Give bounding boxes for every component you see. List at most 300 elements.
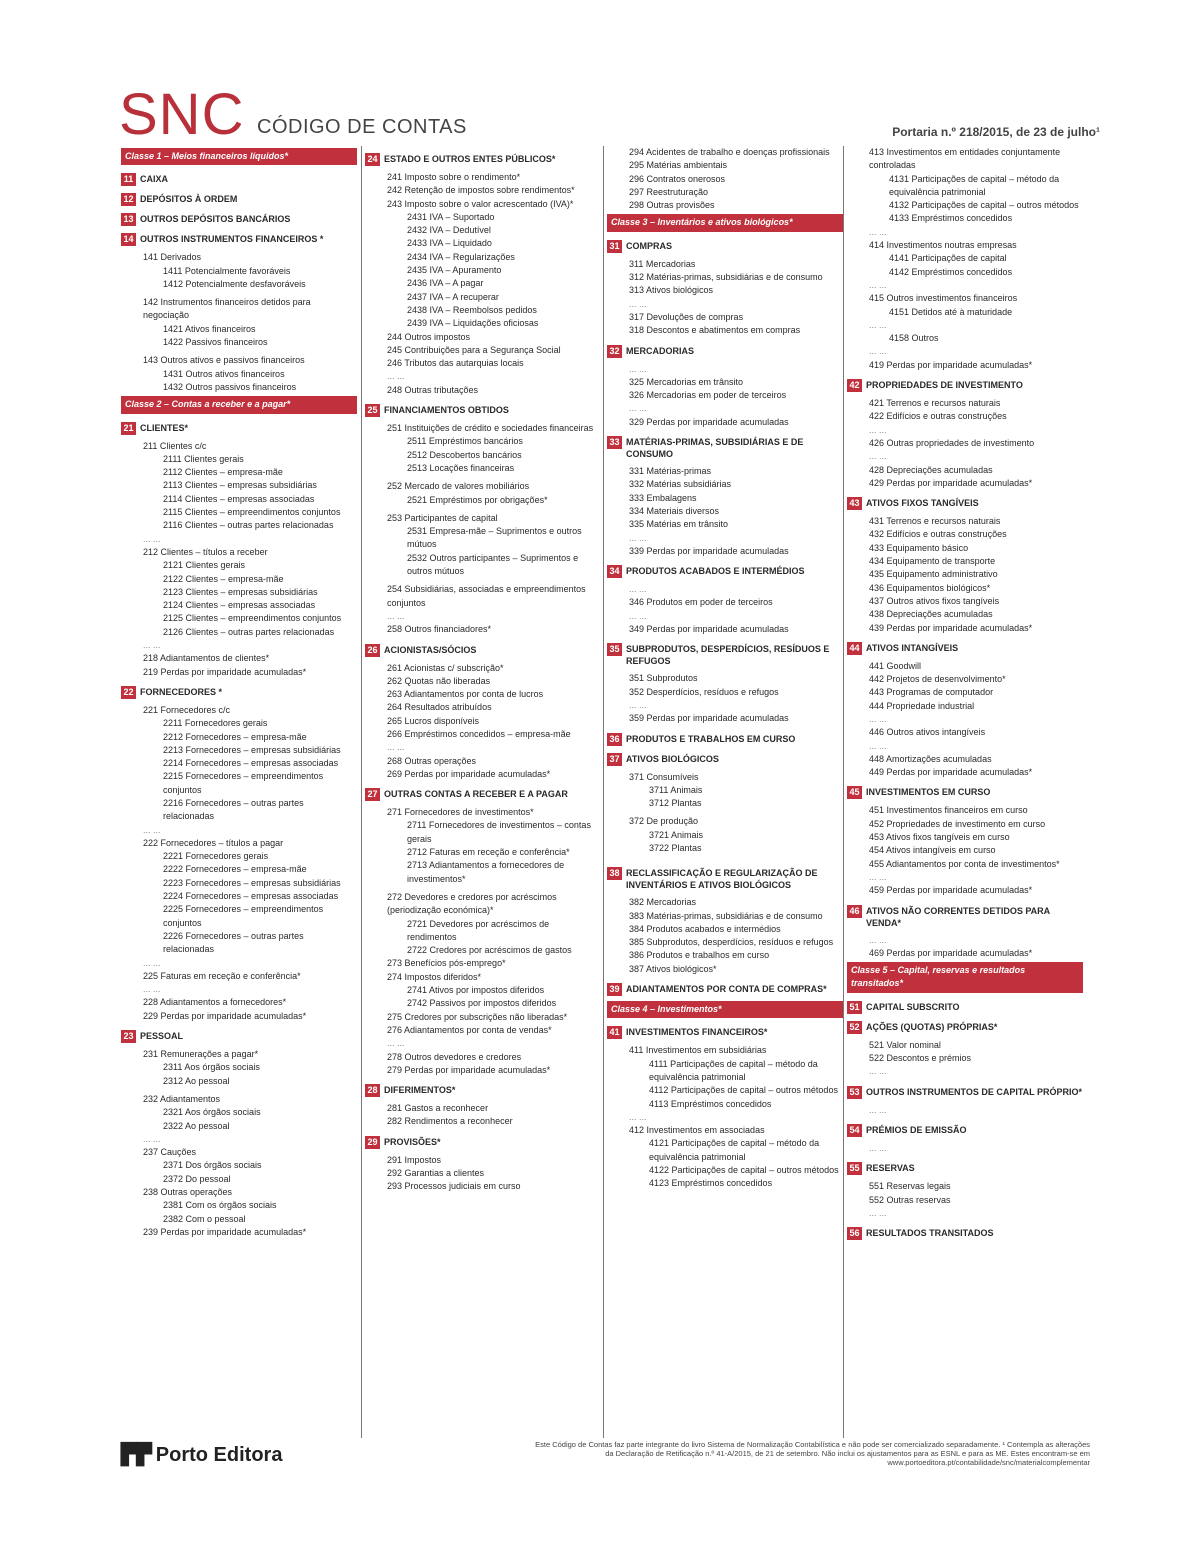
- account-item: 294 Acidentes de trabalho e doenças profissionais: [629, 147, 830, 157]
- account-item: 335 Matérias em trânsito: [629, 519, 729, 530]
- account-section: [607, 867, 843, 891]
- account-item: 455 Adiantamentos por conta de investimentos*: [869, 858, 1060, 869]
- account-section-title: RESULTADOS TRANSITADOS: [866, 1228, 994, 1239]
- sub-account: 2431 IVA – Suportado: [407, 211, 495, 222]
- sub-account: 2221 Fornecedores gerais: [163, 851, 269, 862]
- account-item: 262 Quotas não liberadas: [387, 675, 491, 686]
- account-number-badge: 43: [847, 497, 862, 510]
- account-item: 439 Perdas por imparidade acumuladas*: [869, 622, 1033, 633]
- account-item: 454 Ativos intangíveis em curso: [869, 845, 996, 856]
- account-item: 551 Reservas legais: [869, 1181, 951, 1192]
- sub-account: 2371 Dos órgãos sociais: [163, 1160, 262, 1171]
- account-item: 261 Acionistas c/ subscrição*: [387, 662, 504, 673]
- account-section-title: ATIVOS NÃO CORRENTES DETIDOS PARA VENDA*: [866, 905, 1050, 928]
- account-section-title: FINANCIAMENTOS OBTIDOS: [384, 405, 509, 416]
- account-section-title: PRODUTOS ACABADOS E INTERMÉDIOS: [626, 566, 805, 577]
- account-item: 238 Outras operações: [143, 1187, 233, 1197]
- account-item: 295 Matérias ambientais: [629, 160, 728, 171]
- sub-account: 2382 Com o pessoal: [163, 1213, 246, 1224]
- sub-account: 1432 Outros passivos financeiros: [163, 381, 297, 392]
- account-section: [121, 213, 357, 226]
- account-section: [847, 1001, 1083, 1014]
- sub-account: 2435 IVA – Apuramento: [407, 265, 502, 276]
- account-section-title: COMPRAS: [626, 240, 673, 251]
- account-number-badge: 12: [121, 193, 136, 206]
- account-number-badge: 42: [847, 379, 862, 392]
- account-item: 297 Reestruturação: [629, 186, 709, 197]
- account-section-title: CAIXA: [140, 174, 169, 185]
- account-section: [847, 1086, 1083, 1099]
- column-divider: [603, 146, 604, 1438]
- ellipsis: ... ...: [143, 1133, 161, 1144]
- column-3: [607, 146, 843, 1191]
- account-item: 325 Mercadorias em trânsito: [629, 376, 744, 387]
- sub-account: 2111 Clientes gerais: [163, 453, 244, 464]
- account-item: 242 Retenção de impostos sobre rendimentos*: [387, 185, 575, 196]
- account-section: [607, 643, 843, 667]
- column-2: [365, 146, 601, 1194]
- account-item: 258 Outros financiadores*: [387, 624, 492, 635]
- account-item: 298 Outras provisões: [629, 200, 715, 211]
- sub-account: 3712 Plantas: [649, 798, 702, 809]
- sub-account: 4112 Participações de capital – outros métodos: [649, 1085, 838, 1096]
- sub-account: 2531 Empresa-mãe – Suprimentos e outros mútuos: [407, 526, 582, 550]
- account-section: [607, 733, 843, 746]
- account-item: 251 Instituições de crédito e sociedades financeiras: [387, 423, 594, 434]
- account-item: 291 Impostos: [387, 1154, 442, 1165]
- account-item: 266 Empréstimos concedidos – empresa-mãe: [387, 728, 571, 739]
- sub-account: 2214 Fornecedores – empresas associadas: [163, 758, 339, 769]
- sub-account: 2711 Fornecedores de investimentos – contas gerais: [407, 820, 591, 844]
- sub-account: 2126 Clientes – outras partes relacionadas: [163, 626, 335, 637]
- account-item: 451 Investimentos financeiros em curso: [869, 805, 1028, 816]
- ellipsis: ... ...: [869, 713, 887, 724]
- sub-account: 1422 Passivos financeiros: [163, 337, 268, 348]
- sub-account: 2512 Descobertos bancários: [407, 449, 522, 460]
- account-section: [607, 345, 843, 358]
- account-section-title: DIFERIMENTOS*: [384, 1085, 456, 1096]
- sub-account: 2311 Aos órgãos sociais: [163, 1062, 260, 1073]
- sub-account: 4141 Participações de capital: [889, 253, 1007, 264]
- account-section: [607, 240, 843, 253]
- brand-title: SNC: [119, 82, 245, 147]
- account-number-badge: 34: [607, 565, 622, 578]
- account-item: 273 Benefícios pós-emprego*: [387, 958, 506, 969]
- ellipsis: ... ...: [869, 1066, 887, 1077]
- ellipsis: ... ...: [387, 742, 405, 753]
- sub-account: 2722 Credores por acréscimos de gastos: [407, 945, 572, 956]
- account-item: 318 Descontos e abatimentos em compras: [629, 325, 801, 336]
- account-item: 333 Embalagens: [629, 492, 697, 503]
- sub-account: 2521 Empréstimos por obrigações*: [407, 494, 548, 505]
- account-item: 279 Perdas por imparidade acumuladas*: [387, 1064, 551, 1075]
- account-number-badge: 35: [607, 643, 622, 656]
- account-section-title: ATIVOS BIOLÓGICOS: [626, 753, 719, 764]
- account-item: 422 Edifícios e outras construções: [869, 411, 1007, 422]
- account-number-badge: 45: [847, 786, 862, 799]
- sub-account: 2434 IVA – Regularizações: [407, 251, 515, 262]
- account-section: [847, 1227, 1083, 1240]
- sub-account: 2433 IVA – Liquidado: [407, 238, 492, 249]
- account-section-title: CAPITAL SUBSCRITO: [866, 1001, 960, 1012]
- account-number-badge: 23: [121, 1030, 136, 1043]
- account-item: 211 Clientes c/c: [143, 440, 207, 451]
- ellipsis: ... ...: [869, 934, 887, 945]
- account-item: 415 Outros investimentos financeiros: [869, 293, 1018, 304]
- account-item: 232 Adiantamentos: [143, 1093, 221, 1104]
- account-section-title: PRODUTOS E TRABALHOS EM CURSO: [626, 733, 796, 744]
- account-item: 522 Descontos e prémios: [869, 1053, 972, 1064]
- account-item: 311 Mercadorias: [629, 258, 696, 269]
- account-item: 276 Adiantamentos por conta de vendas*: [387, 1024, 552, 1035]
- account-number-badge: 31: [607, 240, 622, 253]
- account-item: 229 Perdas por imparidade acumuladas*: [143, 1010, 307, 1021]
- ellipsis: ... ...: [869, 451, 887, 462]
- account-item: 331 Matérias-primas: [629, 466, 712, 477]
- account-item: 428 Depreciações acumuladas: [869, 464, 993, 475]
- ellipsis: ... ...: [629, 532, 647, 543]
- account-number-badge: 55: [847, 1162, 862, 1175]
- ellipsis: ... ...: [869, 279, 887, 290]
- sub-account: 4123 Empréstimos concedidos: [649, 1178, 773, 1189]
- account-section: [365, 153, 601, 166]
- account-number-badge: 25: [365, 404, 380, 417]
- account-item: 225 Faturas em receção e conferência*: [143, 970, 301, 981]
- account-section: [607, 1026, 843, 1039]
- sub-account: 3711 Animais: [649, 784, 703, 795]
- account-item: 244 Outros impostos: [387, 331, 471, 342]
- account-item: 359 Perdas por imparidade acumuladas: [629, 713, 789, 724]
- account-section-title: PESSOAL: [140, 1031, 184, 1042]
- account-section: [365, 788, 601, 801]
- account-number-badge: 33: [607, 436, 622, 449]
- account-section: [607, 983, 843, 996]
- account-item: 271 Fornecedores de investimentos*: [387, 807, 534, 818]
- sub-account: 4142 Empréstimos concedidos: [889, 266, 1013, 277]
- account-item: 384 Produtos acabados e intermédios: [629, 923, 781, 934]
- account-item: 413 Investimentos em entidades conjuntamente controladas: [869, 147, 1061, 171]
- account-item: 237 Cauções: [143, 1147, 197, 1158]
- account-item: 411 Investimentos em subsidiárias: [629, 1045, 767, 1056]
- account-number-badge: 38: [607, 867, 622, 880]
- sub-account: 4132 Participações de capital – outros métodos: [889, 200, 1079, 211]
- account-section: [847, 379, 1083, 392]
- account-number-badge: 28: [365, 1084, 380, 1097]
- account-section-title: RECLASSIFICAÇÃO E REGULARIZAÇÃO DE INVENTÁRIOS E ATIVOS BIOLÓGICOS: [626, 868, 818, 891]
- account-section: [121, 686, 357, 699]
- sub-account: 2213 Fornecedores – empresas subsidiárias: [163, 744, 341, 755]
- account-item: 312 Matérias-primas, subsidiárias e de consumo: [629, 272, 823, 283]
- account-number-badge: 39: [607, 983, 622, 996]
- sub-account: 2432 IVA – Dedutível: [407, 225, 491, 236]
- account-section-title: DEPÓSITOS À ORDEM: [140, 194, 238, 205]
- ellipsis: ... ...: [143, 984, 161, 995]
- class-header: Classe 1 – Meios financeiros líquidos*: [121, 148, 357, 165]
- account-section: [121, 233, 357, 246]
- sub-account: 3721 Animais: [649, 829, 704, 840]
- account-number-badge: 41: [607, 1026, 622, 1039]
- account-section-title: INVESTIMENTOS EM CURSO: [866, 787, 991, 798]
- sub-account: 4111 Participações de capital – método da equivalência patrimonial: [649, 1058, 818, 1082]
- account-section-title: MERCADORIAS: [626, 345, 695, 356]
- account-section-title: ATIVOS FIXOS TANGÍVEIS: [866, 498, 979, 509]
- account-section: [365, 644, 601, 657]
- account-section: [847, 905, 1083, 929]
- account-item: 386 Produtos e trabalhos em curso: [629, 950, 770, 961]
- account-item: 452 Propriedades de investimento em curso: [869, 818, 1046, 829]
- ellipsis: ... ...: [869, 346, 887, 357]
- ellipsis: ... ...: [143, 640, 161, 651]
- account-number-badge: 29: [365, 1136, 380, 1149]
- class-header: Classe 3 – Inventários e ativos biológicos*: [607, 214, 843, 231]
- ellipsis: ... ...: [869, 871, 887, 882]
- publisher-logo: [121, 1442, 282, 1467]
- account-item: 239 Perdas por imparidade acumuladas*: [143, 1226, 307, 1237]
- account-item: 265 Lucros disponíveis: [387, 715, 480, 726]
- account-section-title: RESERVAS: [866, 1163, 915, 1174]
- ellipsis: ... ...: [629, 403, 647, 414]
- account-item: 243 Imposto sobre o valor acrescentado (IVA)*: [387, 198, 574, 209]
- account-item: 313 Ativos biológicos: [629, 285, 714, 296]
- account-item: 329 Perdas por imparidade acumuladas: [629, 416, 789, 427]
- account-section-title: OUTROS DEPÓSITOS BANCÁRIOS: [140, 214, 291, 225]
- account-section: [121, 173, 357, 186]
- account-section: [365, 1084, 601, 1097]
- account-item: 274 Impostos diferidos*: [387, 971, 482, 982]
- column-divider: [361, 146, 362, 1438]
- account-section-title: OUTROS INSTRUMENTOS FINANCEIROS *: [140, 234, 324, 245]
- sub-account: 2436 IVA – A pagar: [407, 278, 484, 289]
- account-item: 253 Participantes de capital: [387, 512, 498, 523]
- account-item: 254 Subsidiárias, associadas e empreendimentos conjuntos: [387, 584, 586, 608]
- class-header: Classe 2 – Contas a receber e a pagar*: [121, 396, 357, 413]
- account-item: 334 Materiais diversos: [629, 505, 720, 516]
- column-divider: [843, 146, 844, 1438]
- sub-account: 2742 Passivos por impostos diferidos: [407, 998, 557, 1009]
- sub-account: 2312 Ao pessoal: [163, 1075, 230, 1086]
- account-section-title: ATIVOS INTANGÍVEIS: [866, 642, 959, 653]
- account-number-badge: 13: [121, 213, 136, 226]
- account-item: 228 Adiantamentos a fornecedores*: [143, 997, 287, 1008]
- sub-account: 2712 Faturas em receção e conferência*: [407, 847, 570, 858]
- account-item: 231 Remunerações a pagar*: [143, 1049, 259, 1060]
- porto-editora-icon: ▛▛: [121, 1444, 152, 1466]
- account-item: 385 Subprodutos, desperdícios, resíduos e refugos: [629, 937, 834, 948]
- account-item: 421 Terrenos e recursos naturais: [869, 398, 1001, 409]
- sub-account: 2123 Clientes – empresas subsidiárias: [163, 586, 318, 597]
- ellipsis: ... ...: [387, 1038, 405, 1049]
- ellipsis: ... ...: [387, 610, 405, 621]
- footnote: Este Código de Contas faz parte integrante do livro Sistema de Normalização Contabilística e não pode ser comercializado separadamente. ¹ Contempla as alterações da Declaração de Retificação n.º 41-A/2015, de 21 de setembro. Não inclui os ajustamentos para as ESNL e para as ME. Estes encontram-se em www.portoeditora.pt/contabilidade/snc/materialcomplementar: [535, 1440, 1090, 1467]
- account-item: 371 Consumíveis: [629, 771, 699, 782]
- account-section: [847, 497, 1083, 510]
- account-item: 143 Outros ativos e passivos financeiros: [143, 355, 305, 366]
- sub-account: 2124 Clientes – empresas associadas: [163, 600, 316, 611]
- account-item: 453 Ativos fixos tangíveis em curso: [869, 832, 1010, 843]
- account-section: [607, 753, 843, 766]
- column-1: [121, 146, 357, 1239]
- account-item: 252 Mercado de valores mobiliários: [387, 481, 530, 492]
- account-item: 339 Perdas por imparidade acumuladas: [629, 545, 789, 556]
- ellipsis: ... ...: [629, 584, 647, 595]
- document-subtitle: CÓDIGO DE CONTAS: [257, 116, 467, 138]
- account-item: 449 Perdas por imparidade acumuladas*: [869, 767, 1033, 778]
- account-item: 241 Imposto sobre o rendimento*: [387, 172, 521, 182]
- account-item: 222 Fornecedores – títulos a pagar: [143, 837, 284, 848]
- account-item: 426 Outras propriedades de investimento: [869, 437, 1035, 448]
- account-number-badge: 46: [847, 905, 862, 918]
- account-item: 142 Instrumentos financeiros detidos para negociação: [143, 297, 311, 321]
- sub-account: 4122 Participações de capital – outros métodos: [649, 1165, 839, 1176]
- spacer: [607, 855, 843, 860]
- account-item: 272 Devedores e credores por acréscimos (periodização económica)*: [387, 891, 557, 916]
- account-item: 245 Contribuições para a Segurança Social: [387, 344, 561, 355]
- ellipsis: ... ...: [387, 371, 405, 382]
- account-section: [847, 786, 1083, 799]
- account-item: 412 Investimentos em associadas: [629, 1125, 765, 1136]
- sub-account: 1411 Potencialmente favoráveis: [163, 265, 291, 276]
- sub-account: 2112 Clientes – empresa-mãe: [163, 467, 283, 478]
- ellipsis: ... ...: [869, 424, 887, 435]
- account-number-badge: 26: [365, 644, 380, 657]
- account-item: 438 Depreciações acumuladas: [869, 609, 993, 620]
- account-item: 141 Derivados: [143, 252, 202, 263]
- account-section-title: AÇÕES (QUOTAS) PRÓPRIAS*: [866, 1021, 998, 1032]
- sub-account: 1412 Potencialmente desfavoráveis: [163, 278, 306, 289]
- ellipsis: ... ...: [869, 226, 887, 237]
- account-section-title: PROPRIEDADES DE INVESTIMENTO: [866, 380, 1023, 391]
- ellipsis: ... ...: [869, 1142, 887, 1153]
- account-item: 332 Matérias subsidiárias: [629, 479, 732, 490]
- sub-account: 4158 Outros: [889, 333, 939, 344]
- account-item: 446 Outros ativos intangíveis: [869, 727, 986, 738]
- sub-account: 2439 IVA – Liquidações oficiosas: [407, 318, 539, 329]
- sub-account: 2116 Clientes – outras partes relacionadas: [163, 520, 334, 531]
- account-item: 248 Outras tributações: [387, 384, 479, 395]
- account-section-title: MATÉRIAS-PRIMAS, SUBSIDIÁRIAS E DE CONSUMO: [626, 437, 804, 460]
- account-item: 349 Perdas por imparidade acumuladas: [629, 624, 789, 635]
- account-item: 219 Perdas por imparidade acumuladas*: [143, 666, 307, 677]
- account-item: 441 Goodwill: [869, 660, 922, 671]
- account-section-title: ACIONISTAS/SÓCIOS: [384, 644, 477, 655]
- account-section-title: ESTADO E OUTROS ENTES PÚBLICOS*: [384, 154, 556, 164]
- account-section-title: OUTRAS CONTAS A RECEBER E A PAGAR: [384, 789, 568, 800]
- sub-account: 2226 Fornecedores – outras partes relacionadas: [163, 930, 304, 955]
- account-section-title: PRÉMIOS DE EMISSÃO: [866, 1124, 967, 1135]
- account-number-badge: 52: [847, 1021, 862, 1034]
- account-item: 387 Ativos biológicos*: [629, 963, 717, 974]
- account-section-title: CLIENTES*: [140, 422, 189, 433]
- ellipsis: ... ...: [143, 533, 161, 544]
- ellipsis: ... ...: [629, 363, 647, 374]
- account-item: 448 Amortizações acumuladas: [869, 753, 992, 764]
- account-section: [847, 1021, 1083, 1034]
- account-section: [847, 1124, 1083, 1137]
- account-number-badge: 22: [121, 686, 136, 699]
- sub-account: 4121 Participações de capital – método da equivalência patrimonial: [649, 1138, 820, 1162]
- account-item: 435 Equipamento administrativo: [869, 569, 998, 580]
- account-item: 296 Contratos onerosos: [629, 173, 726, 184]
- document-page: [105, 78, 1100, 1498]
- sub-account: 1431 Outros ativos financeiros: [163, 368, 285, 379]
- account-item: 326 Mercadorias em poder de terceiros: [629, 390, 787, 401]
- sub-account: 2225 Fornecedores – empreendimentos conjuntos: [163, 904, 324, 928]
- account-section: [121, 193, 357, 206]
- sub-account: 2721 Devedores por acréscimos de rendimentos: [407, 918, 550, 942]
- account-item: 442 Projetos de desenvolvimento*: [869, 674, 1006, 685]
- sub-account: 4131 Participações de capital – método da equivalência patrimonial: [889, 173, 1060, 197]
- sub-account: 2438 IVA – Reembolsos pedidos: [407, 304, 537, 315]
- account-number-badge: 21: [121, 422, 136, 435]
- account-item: 263 Adiantamentos por conta de lucros: [387, 689, 544, 700]
- sub-account: 4133 Empréstimos concedidos: [889, 213, 1013, 224]
- account-number-badge: 56: [847, 1227, 862, 1240]
- ellipsis: ... ...: [143, 957, 161, 968]
- publisher-name: Porto Editora: [155, 1444, 283, 1466]
- ellipsis: ... ...: [869, 1207, 887, 1218]
- ellipsis: ... ...: [629, 610, 647, 621]
- account-item: 292 Garantias a clientes: [387, 1168, 485, 1178]
- account-item: 221 Fornecedores c/c: [143, 704, 231, 715]
- sub-account: 1421 Ativos financeiros: [163, 323, 256, 334]
- account-section: [365, 404, 601, 417]
- account-section: [607, 436, 843, 460]
- portaria-reference: Portaria n.º 218/2015, de 23 de julho¹: [892, 125, 1100, 139]
- sub-account: 2215 Fornecedores – empreendimentos conjuntos: [163, 771, 324, 795]
- account-item: 293 Processos judiciais em curso: [387, 1181, 521, 1192]
- account-item: 443 Programas de computador: [869, 687, 994, 698]
- account-section-title: ADIANTAMENTOS POR CONTA DE COMPRAS*: [626, 984, 827, 995]
- ellipsis: ... ...: [143, 824, 161, 835]
- account-number-badge: 53: [847, 1086, 862, 1099]
- sub-account: 2211 Fornecedores gerais: [163, 718, 268, 729]
- sub-account: 2511 Empréstimos bancários: [407, 436, 523, 447]
- account-item: 429 Perdas por imparidade acumuladas*: [869, 477, 1033, 488]
- account-item: 212 Clientes – títulos a receber: [143, 546, 268, 557]
- column-4: [847, 146, 1083, 1245]
- sub-account: 2121 Clientes gerais: [163, 560, 246, 571]
- account-item: 351 Subprodutos: [629, 673, 698, 684]
- account-item: 434 Equipamento de transporte: [869, 556, 996, 567]
- sub-account: 3722 Plantas: [649, 842, 702, 853]
- account-number-badge: 37: [607, 753, 622, 766]
- account-item: 414 Investimentos noutras empresas: [869, 240, 1017, 251]
- account-section-title: OUTROS INSTRUMENTOS DE CAPITAL PRÓPRIO*: [866, 1086, 1083, 1097]
- account-section-title: FORNECEDORES *: [140, 686, 223, 697]
- class-header: Classe 5 – Capital, reservas e resultados transitados*: [847, 962, 1083, 993]
- account-item: 264 Resultados atribuídos: [387, 702, 492, 713]
- columns-container: [121, 146, 1097, 1436]
- account-section: [365, 1136, 601, 1149]
- sub-account: 2125 Clientes – empreendimentos conjuntos: [163, 613, 342, 624]
- sub-account: 2223 Fornecedores – empresas subsidiárias: [163, 877, 341, 888]
- account-item: 278 Outros devedores e credores: [387, 1051, 522, 1062]
- sub-account: 2381 Com os órgãos sociais: [163, 1200, 277, 1211]
- account-number-badge: 27: [365, 788, 380, 801]
- account-item: 346 Produtos em poder de terceiros: [629, 597, 773, 608]
- account-item: 437 Outros ativos fixos tangíveis: [869, 595, 1000, 606]
- sub-account: 2322 Ao pessoal: [163, 1120, 230, 1131]
- sub-account: 2212 Fornecedores – empresa-mãe: [163, 731, 307, 742]
- account-number-badge: 14: [121, 233, 136, 246]
- account-item: 275 Credores por subscrições não liberadas*: [387, 1011, 568, 1022]
- account-number-badge: 24: [365, 153, 380, 166]
- ellipsis: ... ...: [869, 319, 887, 330]
- account-item: 432 Edifícios e outras construções: [869, 529, 1007, 540]
- account-item: 372 De produção: [629, 816, 699, 827]
- account-section-title: SUBPRODUTOS, DESPERDÍCIOS, RESÍDUOS E REFUGOS: [626, 644, 830, 667]
- sub-account: 2115 Clientes – empreendimentos conjuntos: [163, 507, 341, 518]
